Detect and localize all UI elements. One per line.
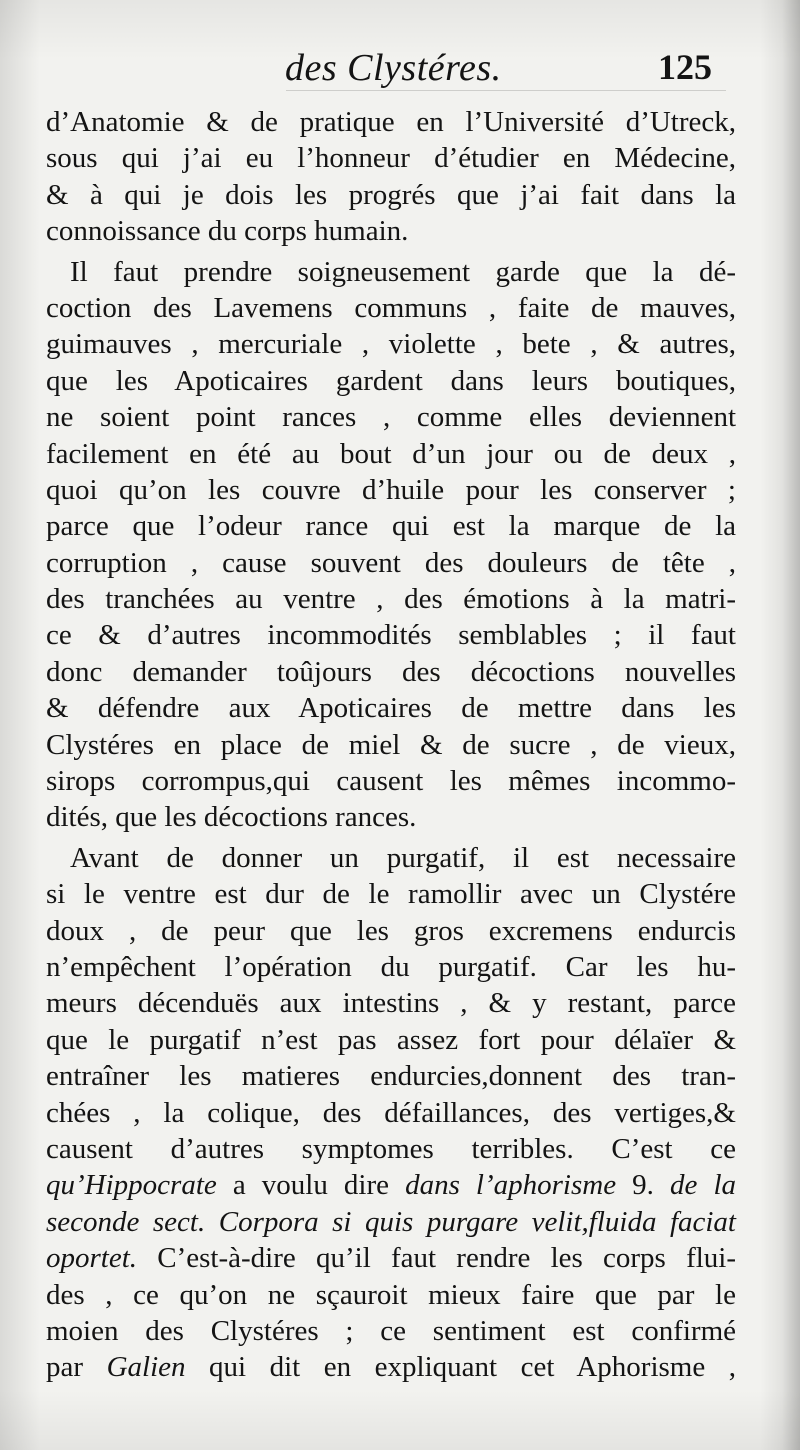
text-line xyxy=(46,508,736,544)
text-line xyxy=(46,140,736,176)
text-line xyxy=(46,1277,736,1313)
running-title: des Clystéres. xyxy=(285,47,502,89)
text-line xyxy=(46,213,736,249)
text-line xyxy=(46,690,736,726)
text-line xyxy=(46,1349,736,1385)
header-rule xyxy=(286,90,726,91)
line-text: parce que l’odeur rance qui est la marque de la xyxy=(46,510,736,543)
line-text: d’Anatomie & de pratique en l’Université d’Utreck, xyxy=(46,106,736,138)
text-line xyxy=(46,1204,736,1240)
line-text: des , ce qu’on ne sçauroit mieux faire que par le xyxy=(46,1278,736,1311)
text-line xyxy=(46,581,736,617)
line-text: ce & d’autres incommodités semblables ; il faut xyxy=(46,619,736,652)
line-text: meurs décenduës aux intestins , & y restant, parce xyxy=(46,987,736,1020)
text-line xyxy=(46,1167,736,1203)
line-text: dités, que les décoctions rances. xyxy=(46,801,417,834)
text-line xyxy=(46,799,736,835)
page-header xyxy=(0,40,800,100)
line-text: ne soient point rances , comme elles deviennent xyxy=(46,401,736,434)
text-line xyxy=(46,727,736,763)
line-text: causent d’autres symptomes terribles. C’est ce xyxy=(46,1132,736,1165)
line-text: qui dit en expliquant cet Aphorisme , xyxy=(185,1351,736,1384)
text-line xyxy=(46,876,736,912)
text-line xyxy=(46,1095,736,1131)
line-text: chées , la colique, des défaillances, des vertiges,& xyxy=(46,1096,736,1129)
text-line xyxy=(46,254,736,290)
line-text: que le purgatif n’est pas assez fort pour délaïer & xyxy=(46,1023,736,1056)
italic-text: dans l’aphorisme xyxy=(405,1169,617,1202)
text-line xyxy=(46,763,736,799)
text-line xyxy=(46,472,736,508)
line-text: corruption , cause souvent des douleurs de tête , xyxy=(46,546,736,579)
line-text: que les Apoticaires gardent dans leurs boutiques, xyxy=(46,364,736,397)
text-line xyxy=(46,399,736,435)
text-line xyxy=(46,326,736,362)
italic-text: qu’Hippocrate xyxy=(46,1169,217,1202)
line-text: 9. xyxy=(616,1169,670,1202)
italic-text: seconde sect. Corpora si quis purgare velit,fluida faciat xyxy=(46,1205,736,1238)
line-text: Clystéres en place de miel & de sucre , de vieux, xyxy=(46,728,736,761)
line-text: sous qui j’ai eu l’honneur d’étudier en Médecine, xyxy=(46,142,736,175)
text-line xyxy=(46,1058,736,1094)
line-text: quoi qu’on les couvre d’huile pour les conserver ; xyxy=(46,473,736,506)
text-line xyxy=(46,913,736,949)
text-line xyxy=(46,654,736,690)
line-text: Il faut prendre soigneusement garde que la dé- xyxy=(70,255,736,288)
line-text: a voulu dire xyxy=(216,1169,406,1202)
text-line xyxy=(46,436,736,472)
line-text: coction des Lavemens communs , faite de mauves, xyxy=(46,291,736,324)
text-line xyxy=(46,617,736,653)
text-line xyxy=(46,545,736,581)
text-line xyxy=(46,985,736,1021)
line-text: connoissance du corps humain. xyxy=(46,215,409,248)
line-text: moien des Clystéres ; ce sentiment est confirmé xyxy=(46,1314,736,1347)
italic-text: oportet. xyxy=(46,1242,138,1275)
line-text: & défendre aux Apoticaires de mettre dans les xyxy=(46,692,736,725)
page-edge-shadow xyxy=(782,0,800,1450)
text-line xyxy=(46,104,736,140)
line-text: par xyxy=(46,1351,107,1384)
line-text: des tranchées au ventre , des émotions à la matri- xyxy=(46,583,736,616)
line-text: sirops corrompus,qui causent les mêmes incommo- xyxy=(46,765,736,798)
text-line xyxy=(46,1131,736,1167)
line-text: & à qui je dois les progrés que j’ai fait dans la xyxy=(46,178,736,211)
text-line xyxy=(46,177,736,213)
italic-text: Galien xyxy=(106,1351,186,1384)
line-text: guimauves , mercuriale , violette , bete , & autres, xyxy=(46,328,736,361)
line-text: Avant de donner un purgatif, il est necessaire xyxy=(70,841,736,874)
text-line xyxy=(46,1240,736,1276)
text-line xyxy=(46,1022,736,1058)
line-text: doux , de peur que les gros excremens endurcis xyxy=(46,914,736,947)
line-text: n’empêchent l’opération du purgatif. Car les hu- xyxy=(46,950,736,983)
text-line xyxy=(46,363,736,399)
line-text: si le ventre est dur de le ramollir avec un Clystére xyxy=(46,878,736,911)
line-text: donc demander toûjours des décoctions nouvelles xyxy=(46,655,736,688)
text-line xyxy=(46,1313,736,1349)
line-text: entraîner les matieres endurcies,donnent des tran- xyxy=(46,1060,736,1093)
line-text: facilement en été au bout d’un jour ou de deux , xyxy=(46,437,736,470)
text-line xyxy=(46,840,736,876)
line-text: C’est-à-dire qu’il faut rendre les corps flui- xyxy=(137,1242,736,1275)
text-line xyxy=(46,290,736,326)
page-number: 125 xyxy=(658,47,712,87)
body-text xyxy=(46,104,736,1386)
italic-text: de la xyxy=(670,1169,737,1202)
text-line xyxy=(46,949,736,985)
